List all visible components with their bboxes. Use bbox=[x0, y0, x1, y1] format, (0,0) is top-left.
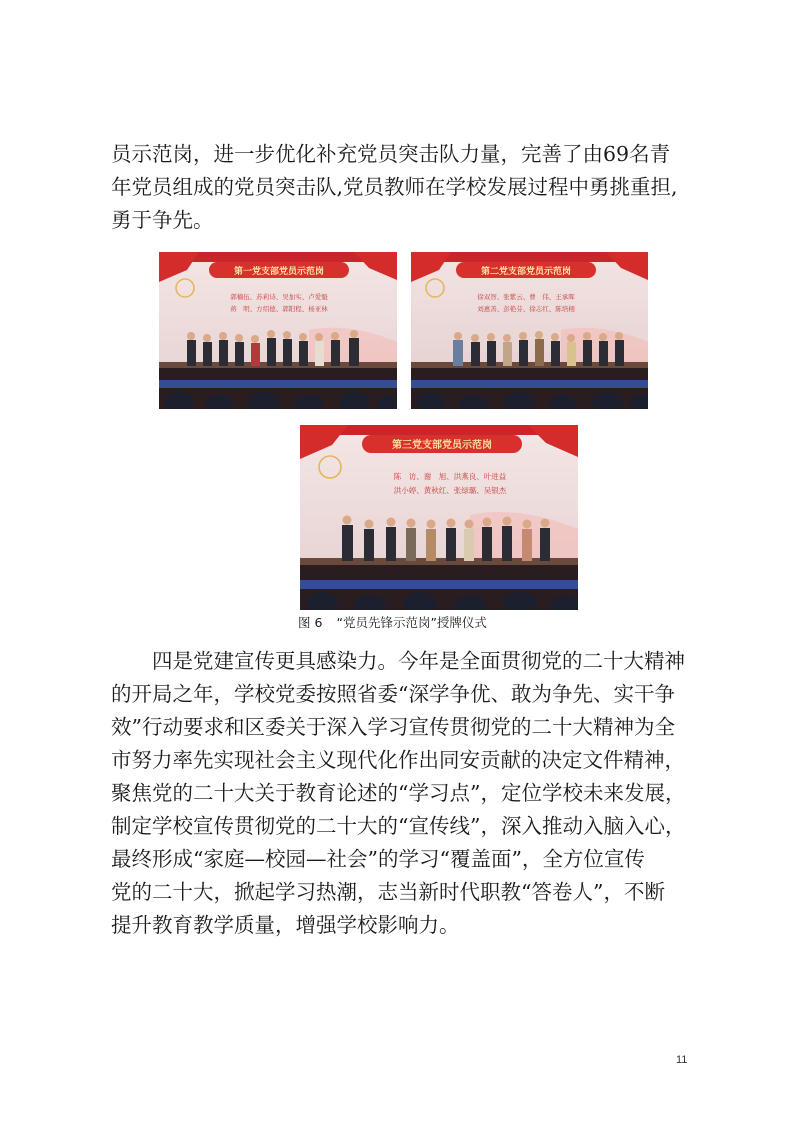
award-photo-2 bbox=[411, 252, 648, 409]
banner-title: 第三党支部党员示范岗 bbox=[392, 440, 492, 451]
banner-title: 第一党支部党员示范岗 bbox=[233, 267, 325, 277]
page-number: 11 bbox=[676, 1054, 688, 1066]
names-row-1: 陈 访、谢 旭、洪燕良、叶进益 bbox=[393, 472, 507, 481]
award-photo-1 bbox=[159, 252, 397, 409]
text-line: 四是党建宣传更具感染力。今年是全面贯彻党的二十大精神 bbox=[152, 649, 685, 673]
text-line: 效”行动要求和区委关于深入学习宣传贯彻党的二十大精神为全 bbox=[111, 715, 675, 739]
text-line: 员示范岗，进一步优化补充党员突击队力量，完善了由69名青 bbox=[111, 142, 671, 166]
text-line: 年党员组成的党员突击队,党员教师在学校发展过程中勇挑重担, bbox=[111, 175, 678, 199]
paragraph-top bbox=[111, 138, 711, 237]
names-row-1: 徐双智、张紫云、曹 伟、王承晖 bbox=[477, 293, 575, 301]
names-row-2: 洪小婷、黄秋红、张绿璐、吴银杰 bbox=[393, 486, 507, 495]
figure-caption-text: “党员先锋示范岗”授牌仪式 bbox=[336, 615, 487, 630]
banner-title: 第二党支部党员示范岗 bbox=[480, 267, 572, 277]
names-row-2: 刘惠善、彭艳芬、徐志红、陈培栩 bbox=[477, 305, 575, 313]
text-line: 聚焦党的二十大关于教育论述的“学习点”，定位学校未来发展， bbox=[111, 781, 686, 805]
text-line: 最终形成“家庭—校园—社会”的学习“覆盖面”，全方位宣传 bbox=[111, 847, 645, 871]
text-line: 的开局之年，学校党委按照省委“深学争优、敢为争先、实干争 bbox=[111, 682, 675, 706]
award-photo-3 bbox=[300, 425, 578, 610]
text-line: 勇于争先。 bbox=[111, 208, 214, 232]
text-line: 党的二十大，掀起学习热潮，志当新时代职教“答卷人”，不断 bbox=[111, 880, 665, 904]
figure-label: 图 6 bbox=[298, 615, 323, 630]
figure-caption bbox=[0, 613, 799, 631]
paragraph-bottom bbox=[111, 645, 711, 942]
text-line: 市努力率先实现社会主义现代化作出同安贡献的决定文件精神， bbox=[111, 748, 685, 772]
text-line: 制定学校宣传贯彻党的二十大的“宣传线”，深入推动入脑入心， bbox=[111, 814, 686, 838]
text-line: 提升教育教学质量，增强学校影响力。 bbox=[111, 913, 460, 937]
names-row-1: 郭楠伍、苏莉诗、吴加实、卢爱魁 bbox=[230, 293, 328, 301]
names-row-2: 蒋 明、方绍德、郭阳程、杨亚林 bbox=[230, 305, 328, 313]
